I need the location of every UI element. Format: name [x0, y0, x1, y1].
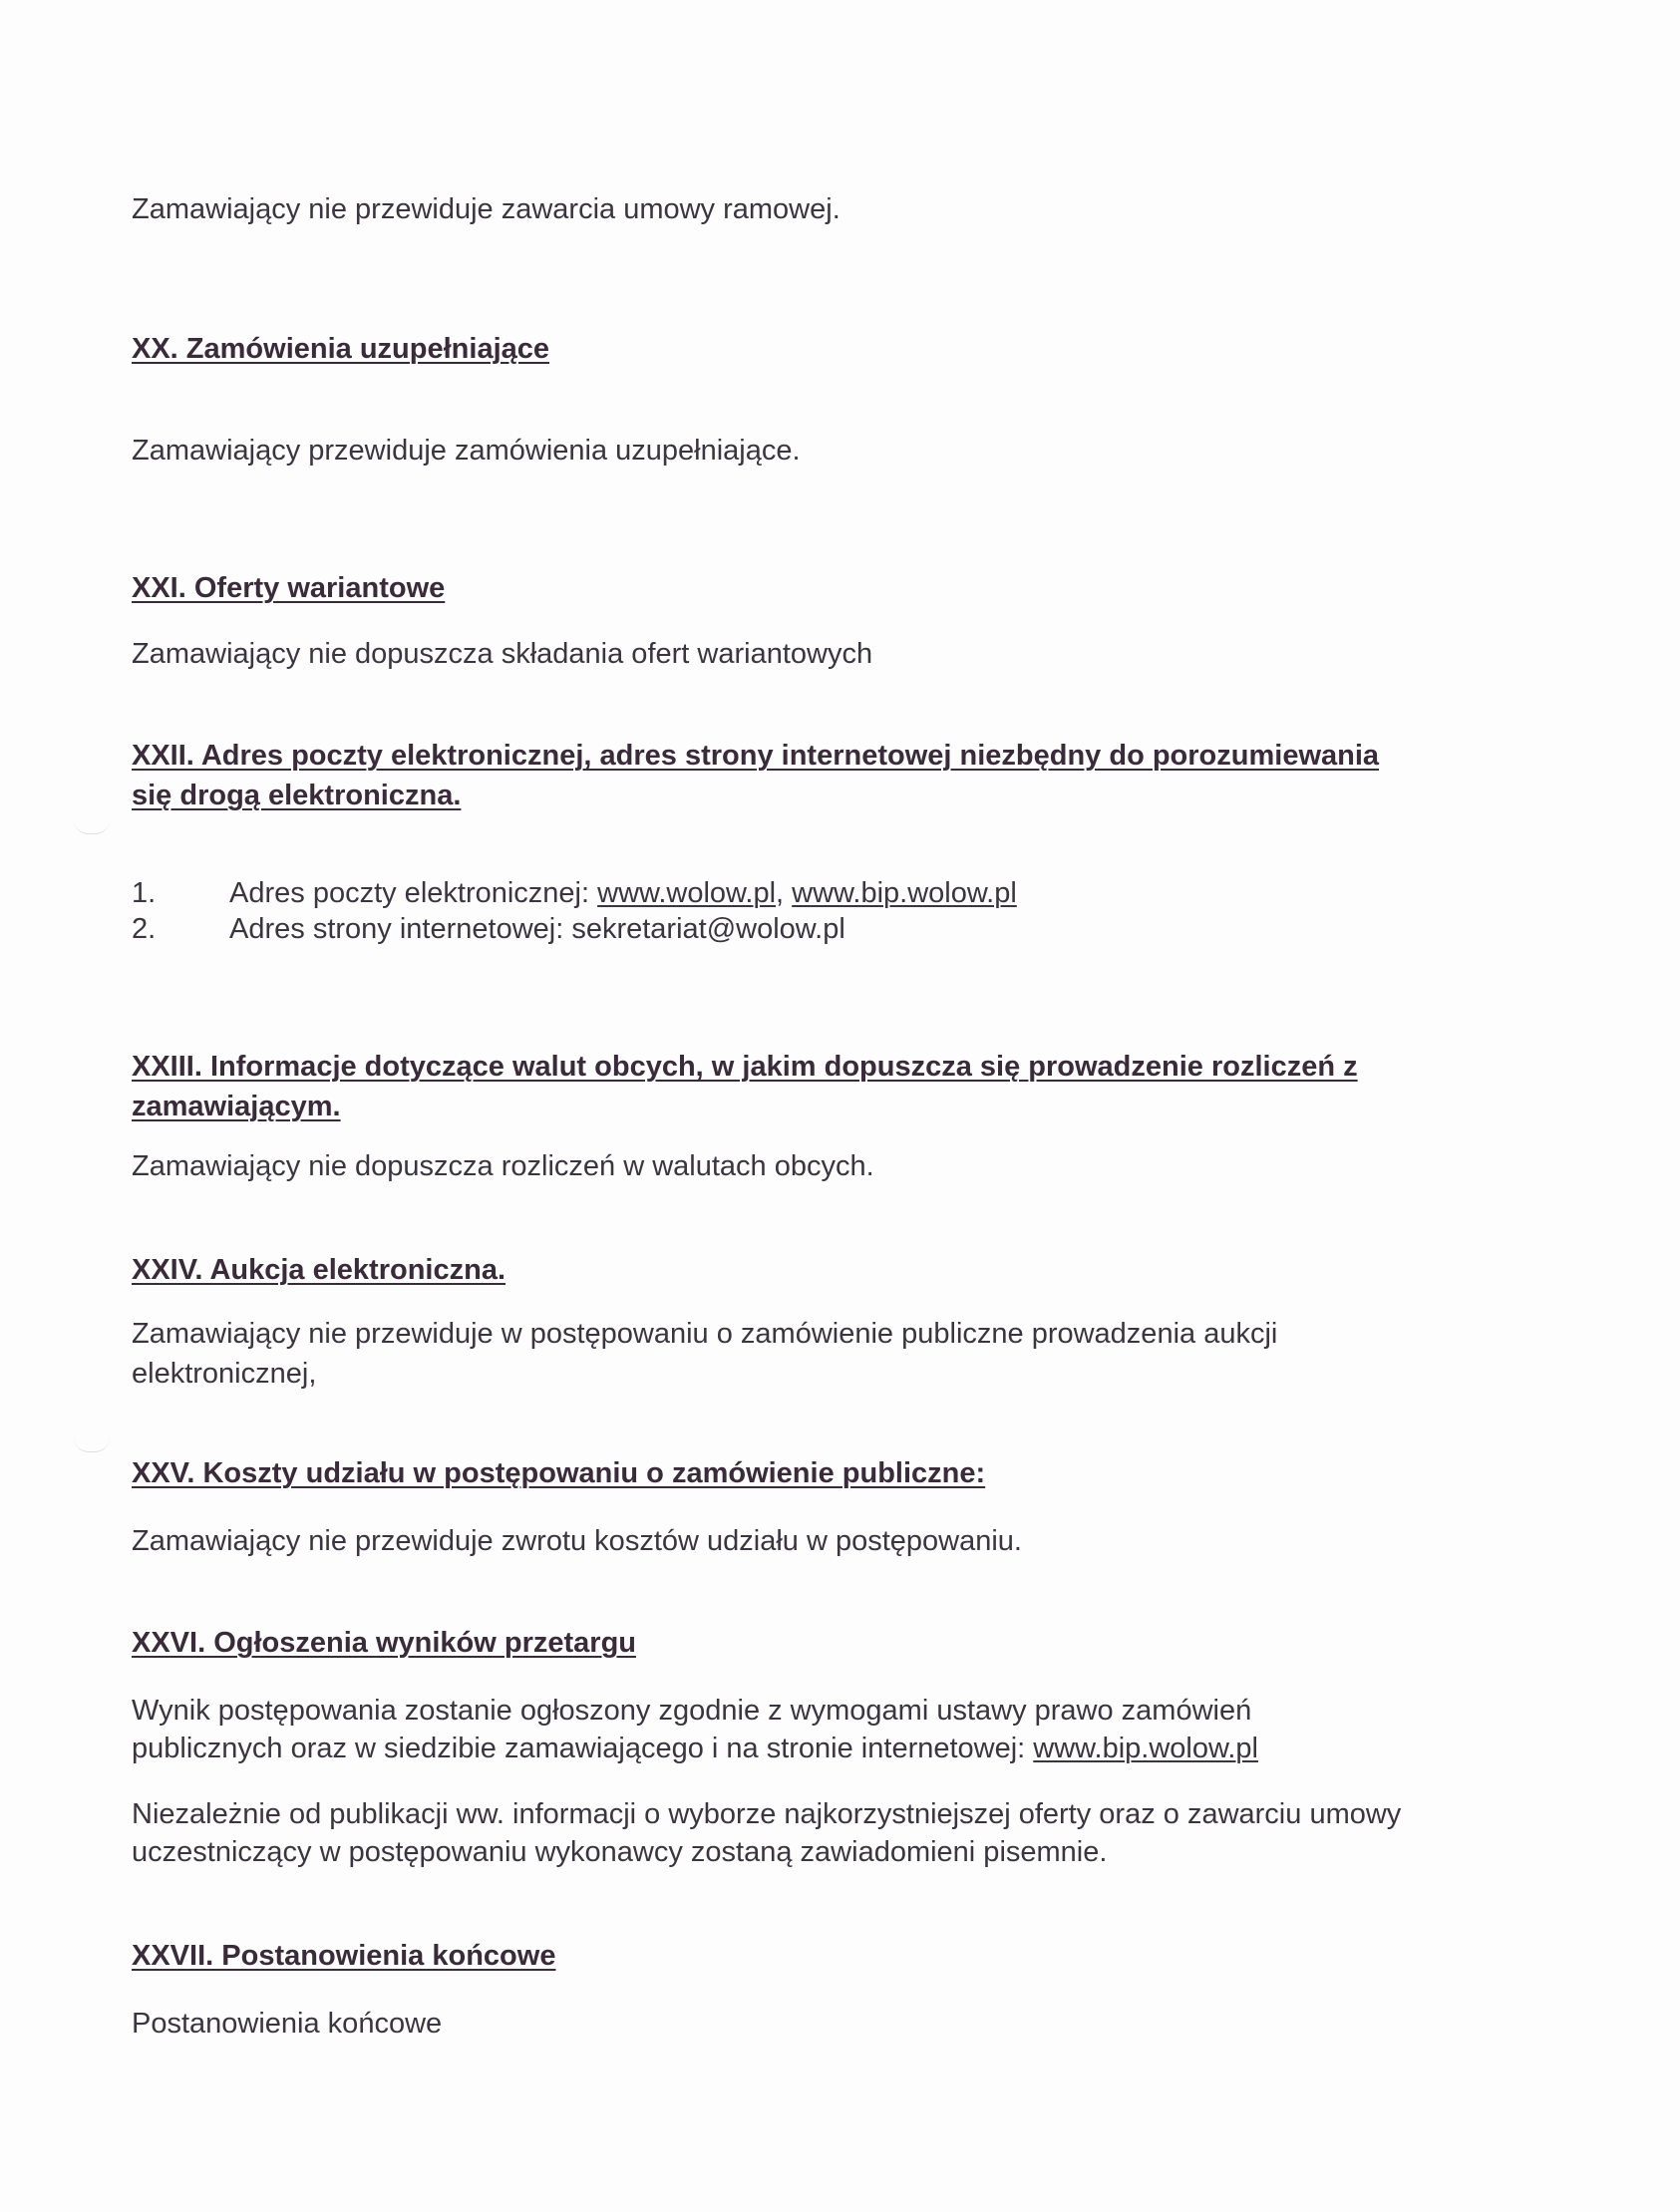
section-21-heading: XXI. Oferty wariantowe — [132, 572, 446, 604]
section-23-text: Zamawiający nie dopuszcza rozliczeń w walutach obcych. — [132, 1150, 874, 1182]
bip-website-link[interactable]: www.bip.wolow.pl — [1033, 1733, 1258, 1764]
bip-website-link[interactable]: www.bip.wolow.pl — [792, 877, 1017, 909]
list-item-number: 1. — [132, 877, 157, 909]
section-26-paragraph-1-line-1: Wynik postępowania zostanie ogłoszony zgodnie z wymogami ustawy prawo zamówień — [132, 1695, 1252, 1727]
section-27-heading: XXVII. Postanowienia końcowe — [132, 1940, 556, 1972]
intro-text: Zamawiający nie przewiduje zawarcia umowy ramowej. — [132, 193, 840, 225]
section-27-text: Postanowienia końcowe — [132, 2008, 443, 2040]
list-item — [132, 909, 845, 950]
scan-punch-mark — [74, 1437, 110, 1452]
section-26-paragraph-1-line-2 — [132, 1729, 1258, 1769]
list-item-label: Adres poczty elektronicznej: — [229, 877, 598, 909]
section-26-paragraph-2-line-1: Niezależnie od publikacji ww. informacji o wyborze najkorzystniejszej oferty oraz o zawarciu umowy — [132, 1798, 1402, 1830]
section-20-heading: XX. Zamówienia uzupełniające — [132, 333, 550, 365]
section-23-heading-line-2: zamawiającym. — [132, 1091, 341, 1122]
section-24-heading: XXIV. Aukcja elektroniczna. — [132, 1254, 506, 1286]
section-26-heading: XXVI. Ogłoszenia wyników przetargu — [132, 1627, 636, 1659]
section-24-text-line-1: Zamawiający nie przewiduje w postępowaniu o zamówienie publiczne prowadzenia aukcji — [132, 1318, 1278, 1350]
section-20-text: Zamawiający przewiduje zamówienia uzupełniające. — [132, 435, 801, 467]
list-item — [132, 873, 1017, 914]
list-item-label: Adres strony internetowej: sekretariat@wolow.pl — [229, 913, 845, 945]
list-item-separator: , — [776, 877, 793, 909]
section-21-text: Zamawiający nie dopuszcza składania ofert wariantowych — [132, 638, 873, 670]
section-25-text: Zamawiający nie przewiduje zwrotu kosztów udziału w postępowaniu. — [132, 1525, 1022, 1557]
website-link[interactable]: www.wolow.pl — [597, 877, 777, 909]
section-24-text-line-2: elektronicznej, — [132, 1358, 317, 1390]
section-23-heading-line-1: XXIII. Informacje dotyczące walut obcych, w jakim dopuszcza się prowadzenie rozliczeń z — [132, 1051, 1358, 1083]
section-26-paragraph-1-text: publicznych oraz w siedzibie zamawiającego i na stronie internetowej: — [132, 1733, 1034, 1764]
scan-punch-mark — [74, 819, 110, 834]
section-26-paragraph-2-line-2: uczestniczący w postępowaniu wykonawcy zostaną zawiadomieni pisemnie. — [132, 1836, 1108, 1868]
list-item-number: 2. — [132, 913, 157, 945]
section-22-heading-line-2: się drogą elektroniczna. — [132, 780, 462, 811]
section-25-heading: XXV. Koszty udziału w postępowaniu o zamówienie publiczne: — [132, 1457, 986, 1489]
section-22-heading-line-1: XXII. Adres poczty elektronicznej, adres strony internetowej niezbędny do porozumiewania — [132, 740, 1380, 772]
